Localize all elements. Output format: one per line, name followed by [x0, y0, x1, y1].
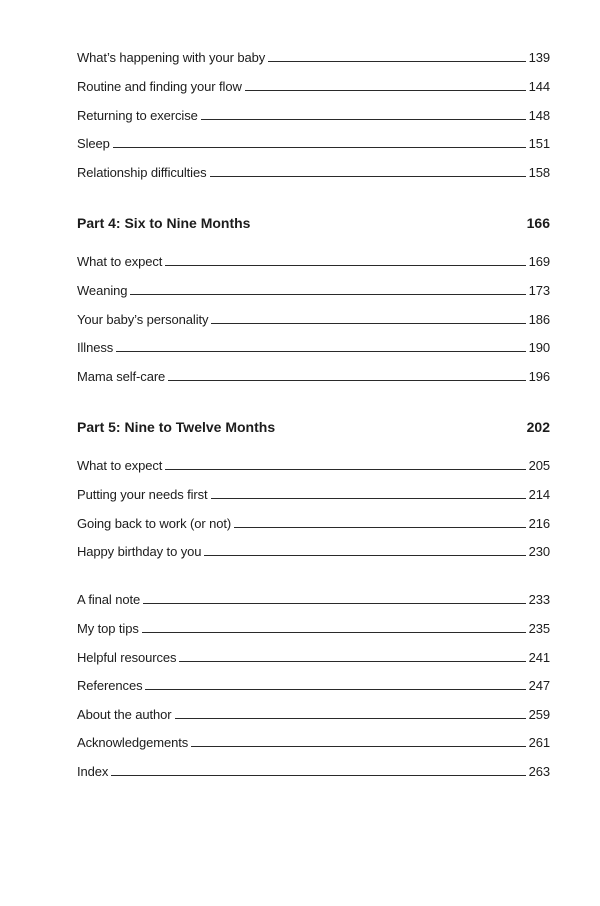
toc-entry [77, 75, 550, 95]
toc-entry-title: Routine and finding your flow [77, 79, 242, 94]
toc-entry-page: 169 [528, 254, 550, 269]
part-heading-page: 166 [526, 215, 550, 231]
toc-entry-title: What to expect [77, 458, 163, 473]
toc-entry-page: 144 [528, 79, 550, 94]
dot-leader [142, 631, 526, 633]
dot-leader [211, 497, 526, 499]
toc-entry-title: Happy birthday to you [77, 544, 202, 559]
part-heading-title: Part 4: Six to Nine Months [77, 215, 251, 231]
toc-entry-title: Illness [77, 340, 114, 355]
dot-leader [210, 175, 526, 177]
dot-leader [130, 293, 525, 295]
dot-leader [191, 745, 525, 747]
toc-entry-page: 216 [528, 516, 550, 531]
toc-entry-title: Returning to exercise [77, 108, 198, 123]
dot-leader [245, 89, 526, 91]
dot-leader [168, 379, 525, 381]
toc-entry-title: References [77, 678, 143, 693]
toc-entry-title: My top tips [77, 621, 139, 636]
toc-entry-title: Going back to work (or not) [77, 516, 232, 531]
dot-leader [201, 118, 526, 120]
toc-entry-page: 259 [528, 707, 550, 722]
toc-entry-page: 233 [528, 592, 550, 607]
toc-entry-title: A final note [77, 592, 141, 607]
toc-entry-page: 173 [528, 283, 550, 298]
toc-entry [77, 646, 550, 666]
toc-entry-page: 148 [528, 108, 550, 123]
toc-entry [77, 104, 550, 124]
toc-entry [77, 279, 550, 299]
dot-leader [268, 60, 525, 62]
toc-entry-title: Helpful resources [77, 650, 177, 665]
toc-entry-title: Index [77, 764, 109, 779]
toc-entry [77, 308, 550, 328]
toc-entry-title: What’s happening with your baby [77, 50, 266, 65]
toc-entry-page: 263 [528, 764, 550, 779]
toc-entry [77, 454, 550, 474]
toc-entry [77, 703, 550, 723]
dot-leader [145, 688, 525, 690]
toc-entry-title: Mama self-care [77, 369, 166, 384]
toc-entry-page: 214 [528, 487, 550, 502]
toc-entry-title: Putting your needs first [77, 487, 208, 502]
dot-leader [204, 554, 525, 556]
toc-entry-page: 186 [528, 312, 550, 327]
part-heading [77, 416, 550, 436]
toc-entry-title: Your baby’s personality [77, 312, 209, 327]
toc-entry-page: 151 [528, 136, 550, 151]
toc-entry [77, 161, 550, 181]
toc-entry-page: 235 [528, 621, 550, 636]
toc-entry [77, 336, 550, 356]
toc-entry [77, 46, 550, 66]
toc-entry-title: Weaning [77, 283, 128, 298]
toc-entry-title: Sleep [77, 136, 110, 151]
toc-entry-page: 261 [528, 735, 550, 750]
dot-leader [113, 146, 526, 148]
toc-entry [77, 588, 550, 608]
toc-entry-page: 241 [528, 650, 550, 665]
toc-entry-page: 247 [528, 678, 550, 693]
toc-entry-page: 190 [528, 340, 550, 355]
toc-entry-page: 230 [528, 544, 550, 559]
toc-entry-page: 196 [528, 369, 550, 384]
toc-entry [77, 365, 550, 385]
toc-entry-title: Relationship difficulties [77, 165, 207, 180]
part-heading-title: Part 5: Nine to Twelve Months [77, 419, 276, 435]
toc-entry [77, 540, 550, 560]
dot-leader [179, 660, 525, 662]
dot-leader [111, 774, 525, 776]
dot-leader [143, 602, 525, 604]
toc-entry [77, 132, 550, 152]
toc-entry-page: 158 [528, 165, 550, 180]
toc-entry-title: Acknowledgements [77, 735, 189, 750]
toc-entry [77, 674, 550, 694]
toc-entry [77, 250, 550, 270]
dot-leader [175, 717, 526, 719]
toc-entry-page: 205 [528, 458, 550, 473]
part-heading [77, 212, 550, 232]
toc-entry [77, 617, 550, 637]
toc-entry [77, 483, 550, 503]
dot-leader [165, 468, 525, 470]
toc-entry [77, 731, 550, 751]
part-heading-page: 202 [526, 419, 550, 435]
toc-entry [77, 760, 550, 780]
dot-leader [211, 322, 525, 324]
dot-leader [165, 264, 525, 266]
toc-entry-title: What to expect [77, 254, 163, 269]
toc-entry [77, 512, 550, 532]
toc-entry-title: About the author [77, 707, 172, 722]
dot-leader [116, 350, 525, 352]
dot-leader [234, 526, 526, 528]
toc-entry-page: 139 [528, 50, 550, 65]
